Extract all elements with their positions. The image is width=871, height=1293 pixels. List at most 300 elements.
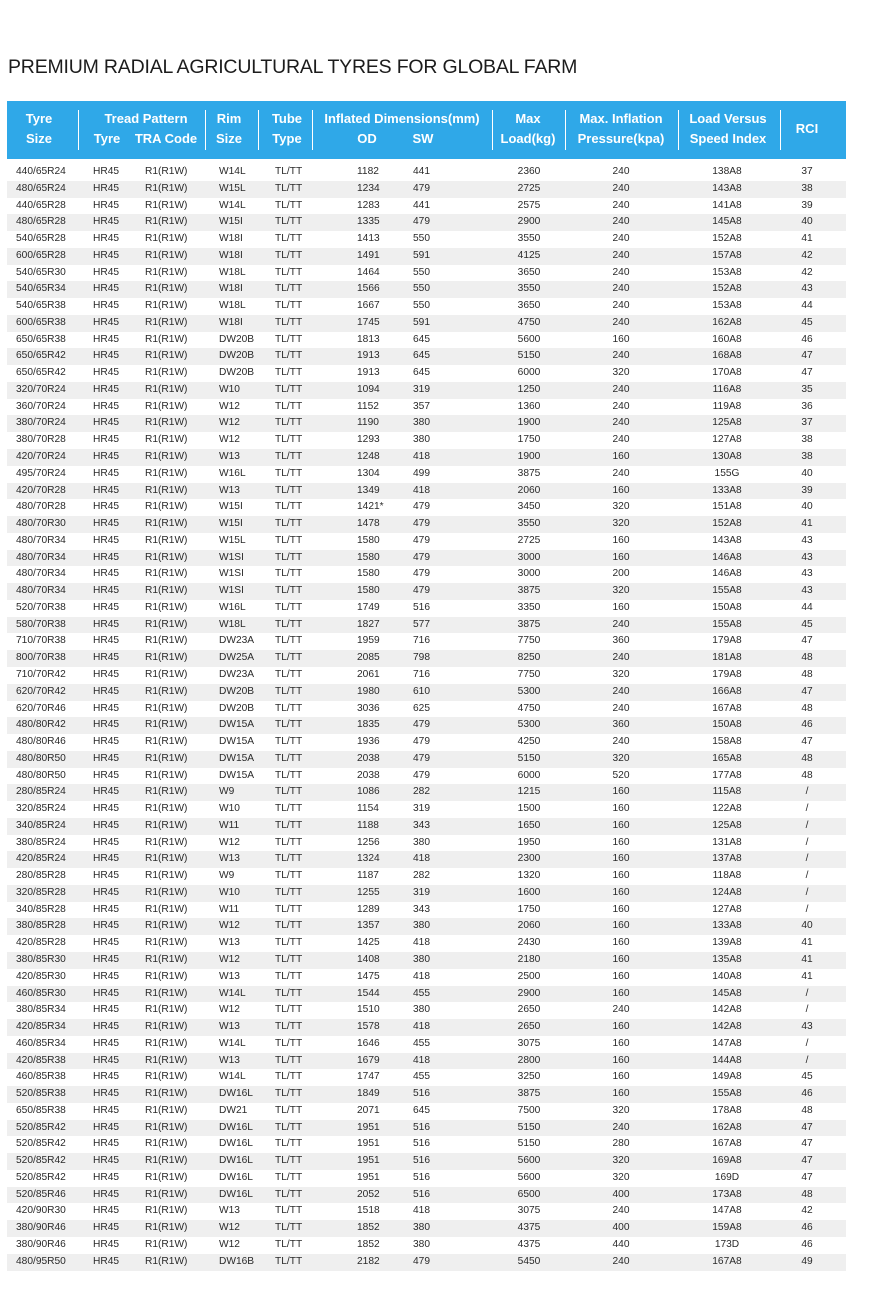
cell-tyre: HR45 xyxy=(93,1121,120,1133)
cell-rci: 41 xyxy=(801,937,813,949)
cell-tube: TL/TT xyxy=(275,534,303,546)
cell-tra: R1(R1W) xyxy=(145,1054,188,1066)
cell-tube: TL/TT xyxy=(275,383,303,395)
cell-rci: 43 xyxy=(801,551,813,563)
cell-tyre: HR45 xyxy=(93,434,120,446)
cell-tra: R1(R1W) xyxy=(145,350,188,362)
cell-pressure: 240 xyxy=(612,1121,630,1133)
cell-pressure: 320 xyxy=(612,1104,630,1116)
cell-sw: 380 xyxy=(413,434,430,446)
cell-od: 1580 xyxy=(357,568,380,580)
cell-rci: 47 xyxy=(801,350,813,362)
cell-size: 360/70R24 xyxy=(16,400,66,412)
cell-tyre: HR45 xyxy=(93,585,120,597)
cell-tube: TL/TT xyxy=(275,216,303,228)
cell-tra: R1(R1W) xyxy=(145,534,188,546)
cell-pressure: 240 xyxy=(612,316,630,328)
cell-tube: TL/TT xyxy=(275,1205,303,1217)
cell-tra: R1(R1W) xyxy=(145,434,188,446)
cell-od: 1293 xyxy=(357,434,380,446)
cell-sw: 319 xyxy=(413,803,430,815)
cell-size: 480/65R24 xyxy=(16,182,66,194)
table-row xyxy=(7,868,846,885)
cell-tube: TL/TT xyxy=(275,283,303,295)
cell-tyre: HR45 xyxy=(93,601,120,613)
cell-rim: W18L xyxy=(219,618,246,630)
cell-tube: TL/TT xyxy=(275,803,303,815)
cell-rim: W18I xyxy=(219,249,243,261)
cell-pressure: 160 xyxy=(612,534,630,546)
cell-index: 127A8 xyxy=(712,903,742,915)
cell-sw: 343 xyxy=(413,903,430,915)
cell-load: 3000 xyxy=(517,568,541,580)
cell-rim: W12 xyxy=(219,836,240,848)
cell-od: 1190 xyxy=(357,417,379,429)
cell-od: 1745 xyxy=(357,316,380,328)
cell-pressure: 280 xyxy=(612,1138,630,1150)
cell-tube: TL/TT xyxy=(275,1138,303,1150)
cell-tyre: HR45 xyxy=(93,953,120,965)
cell-pressure: 160 xyxy=(612,920,630,932)
cell-tyre: HR45 xyxy=(93,769,120,781)
cell-index: 146A8 xyxy=(712,568,742,580)
cell-rim: W13 xyxy=(219,1054,240,1066)
cell-pressure: 240 xyxy=(612,1255,630,1267)
cell-od: 2071 xyxy=(357,1104,380,1116)
cell-rci: 40 xyxy=(801,467,813,479)
cell-tra: R1(R1W) xyxy=(145,836,188,848)
cell-pressure: 320 xyxy=(612,752,630,764)
header-divider xyxy=(258,110,259,150)
cell-tyre: HR45 xyxy=(93,166,120,177)
cell-pressure: 160 xyxy=(612,1037,630,1049)
cell-tyre: HR45 xyxy=(93,1239,120,1250)
cell-pressure: 160 xyxy=(612,803,630,815)
cell-load: 8250 xyxy=(517,652,541,664)
cell-tyre: HR45 xyxy=(93,1004,120,1016)
cell-tra: R1(R1W) xyxy=(145,752,188,764)
cell-tyre: HR45 xyxy=(93,853,120,865)
cell-tyre: HR45 xyxy=(93,367,120,379)
cell-tyre: HR45 xyxy=(93,668,120,680)
cell-tyre: HR45 xyxy=(93,920,120,932)
cell-od: 1936 xyxy=(357,736,380,748)
cell-sw: 479 xyxy=(413,769,430,781)
table-row xyxy=(7,851,846,868)
cell-index: 151A8 xyxy=(712,501,742,513)
table-row xyxy=(7,969,846,986)
cell-tra: R1(R1W) xyxy=(145,400,188,412)
cell-load: 3075 xyxy=(517,1205,541,1217)
cell-index: 168A8 xyxy=(712,350,742,362)
cell-index: 179A8 xyxy=(712,668,742,680)
cell-sw: 625 xyxy=(413,702,430,714)
cell-pressure: 240 xyxy=(612,233,630,245)
table-row xyxy=(7,315,846,332)
cell-sw: 479 xyxy=(413,736,430,748)
cell-tra: R1(R1W) xyxy=(145,233,188,245)
cell-tyre: HR45 xyxy=(93,819,120,831)
cell-tube: TL/TT xyxy=(275,182,303,194)
cell-load: 2650 xyxy=(517,1021,541,1033)
cell-tyre: HR45 xyxy=(93,702,120,714)
cell-rci: 45 xyxy=(801,316,813,328)
cell-load: 2180 xyxy=(517,953,541,965)
cell-rci: 43 xyxy=(801,534,813,546)
cell-tyre: HR45 xyxy=(93,970,120,982)
cell-sw: 357 xyxy=(413,400,430,412)
cell-tyre: HR45 xyxy=(93,1255,120,1267)
cell-rci: 46 xyxy=(801,719,813,731)
cell-load: 2725 xyxy=(517,182,541,194)
cell-tube: TL/TT xyxy=(275,266,303,278)
cell-tube: TL/TT xyxy=(275,166,303,177)
cell-od: 1475 xyxy=(357,970,380,982)
cell-index: 143A8 xyxy=(712,534,742,546)
cell-sw: 343 xyxy=(413,819,430,831)
cell-rim: W16L xyxy=(219,601,246,613)
cell-rim: DW20B xyxy=(219,350,255,362)
cell-load: 1750 xyxy=(517,903,541,915)
cell-rim: W12 xyxy=(219,1239,240,1250)
cell-tyre: HR45 xyxy=(93,1037,120,1049)
cell-tyre: HR45 xyxy=(93,216,120,228)
cell-rci: 48 xyxy=(801,1188,813,1200)
cell-pressure: 160 xyxy=(612,1054,630,1066)
cell-index: 115A8 xyxy=(712,786,742,798)
cell-tyre: HR45 xyxy=(93,836,120,848)
cell-size: 380/70R28 xyxy=(16,434,66,446)
cell-load: 3075 xyxy=(517,1037,541,1049)
cell-load: 2575 xyxy=(517,199,541,211)
cell-rci: 48 xyxy=(801,668,813,680)
cell-tyre: HR45 xyxy=(93,484,120,496)
cell-load: 1900 xyxy=(517,451,541,463)
table-body xyxy=(7,164,846,1271)
table-row xyxy=(7,449,846,466)
cell-rci: 48 xyxy=(801,1104,813,1116)
table-row xyxy=(7,281,846,298)
table-row xyxy=(7,483,846,500)
cell-rim: W12 xyxy=(219,434,240,446)
cell-tra: R1(R1W) xyxy=(145,702,188,714)
cell-rci: / xyxy=(805,853,809,865)
cell-od: 1086 xyxy=(357,786,380,798)
cell-tube: TL/TT xyxy=(275,1054,303,1066)
cell-tyre: HR45 xyxy=(93,300,120,312)
table-row xyxy=(7,399,846,416)
cell-pressure: 160 xyxy=(612,786,630,798)
cell-tyre: HR45 xyxy=(93,400,120,412)
cell-size: 380/90R46 xyxy=(16,1239,66,1250)
cell-rim: DW21 xyxy=(219,1104,248,1116)
cell-rci: / xyxy=(805,886,809,898)
cell-od: 2038 xyxy=(357,769,380,781)
cell-pressure: 160 xyxy=(612,1088,630,1100)
cell-load: 1500 xyxy=(517,803,541,815)
table-row xyxy=(7,1120,846,1137)
cell-od: 1544 xyxy=(357,987,380,999)
cell-pressure: 320 xyxy=(612,1155,630,1167)
cell-pressure: 160 xyxy=(612,953,630,965)
cell-size: 520/85R42 xyxy=(16,1171,66,1183)
cell-tra: R1(R1W) xyxy=(145,1021,188,1033)
cell-tyre: HR45 xyxy=(93,383,120,395)
cell-pressure: 240 xyxy=(612,216,630,228)
cell-tube: TL/TT xyxy=(275,199,303,211)
cell-rci: 38 xyxy=(801,182,813,194)
cell-rim: DW16L xyxy=(219,1171,253,1183)
cell-index: 147A8 xyxy=(712,1037,742,1049)
cell-sw: 479 xyxy=(413,501,430,513)
table-row xyxy=(7,298,846,315)
cell-tra: R1(R1W) xyxy=(145,970,188,982)
cell-od: 1357 xyxy=(357,920,380,932)
table-row xyxy=(7,600,846,617)
cell-tra: R1(R1W) xyxy=(145,903,188,915)
cell-size: 580/70R38 xyxy=(16,618,66,630)
cell-pressure: 240 xyxy=(612,618,630,630)
cell-od: 1580 xyxy=(357,585,380,597)
header-rim-size: Rim Size xyxy=(215,111,242,146)
cell-tube: TL/TT xyxy=(275,736,303,748)
table-row xyxy=(7,986,846,1003)
cell-tra: R1(R1W) xyxy=(145,1239,188,1250)
cell-rim: W13 xyxy=(219,853,240,865)
cell-od: 1747 xyxy=(357,1071,380,1083)
cell-rim: W10 xyxy=(219,383,240,395)
cell-rci: 45 xyxy=(801,618,813,630)
cell-od: 2061 xyxy=(357,668,380,680)
table-row xyxy=(7,1170,846,1187)
cell-pressure: 360 xyxy=(612,635,630,647)
cell-sw: 282 xyxy=(413,870,430,882)
cell-tra: R1(R1W) xyxy=(145,467,188,479)
header-divider xyxy=(565,110,566,150)
cell-od: 1248 xyxy=(357,451,380,463)
cell-rim: W15I xyxy=(219,216,243,228)
cell-pressure: 320 xyxy=(612,1171,630,1183)
cell-rim: W12 xyxy=(219,1004,240,1016)
cell-tube: TL/TT xyxy=(275,417,303,429)
cell-tube: TL/TT xyxy=(275,836,303,848)
table-row xyxy=(7,935,846,952)
cell-sw: 418 xyxy=(413,1054,430,1066)
cell-index: 141A8 xyxy=(712,199,742,211)
cell-pressure: 320 xyxy=(612,585,630,597)
cell-rci: / xyxy=(805,786,809,798)
cell-load: 2060 xyxy=(517,484,541,496)
table-row xyxy=(7,1187,846,1204)
cell-pressure: 400 xyxy=(612,1188,630,1200)
cell-tra: R1(R1W) xyxy=(145,920,188,932)
cell-od: 2182 xyxy=(357,1255,380,1267)
table-row xyxy=(7,198,846,215)
cell-rci: 45 xyxy=(801,1071,813,1083)
cell-tra: R1(R1W) xyxy=(145,1222,188,1234)
cell-sw: 282 xyxy=(413,786,430,798)
table-row xyxy=(7,583,846,600)
cell-tube: TL/TT xyxy=(275,937,303,949)
cell-sw: 479 xyxy=(413,216,430,228)
cell-od: 1349 xyxy=(357,484,380,496)
cell-tyre: HR45 xyxy=(93,350,120,362)
cell-index: 152A8 xyxy=(712,518,742,530)
cell-rim: W16L xyxy=(219,467,246,479)
cell-load: 3550 xyxy=(517,233,541,245)
cell-sw: 516 xyxy=(413,1088,430,1100)
cell-index: 150A8 xyxy=(712,719,742,731)
cell-sw: 455 xyxy=(413,1071,430,1083)
cell-tube: TL/TT xyxy=(275,1104,303,1116)
cell-pressure: 520 xyxy=(612,769,630,781)
cell-load: 6000 xyxy=(517,367,541,379)
cell-load: 5600 xyxy=(517,1171,541,1183)
cell-tube: TL/TT xyxy=(275,300,303,312)
table-row xyxy=(7,734,846,751)
cell-size: 495/70R24 xyxy=(16,467,66,479)
header-divider xyxy=(205,110,206,150)
cell-tube: TL/TT xyxy=(275,870,303,882)
cell-sw: 380 xyxy=(413,1222,430,1234)
cell-size: 420/70R24 xyxy=(16,451,66,463)
cell-od: 1827 xyxy=(357,618,380,630)
cell-od: 1852 xyxy=(357,1222,380,1234)
cell-size: 520/85R42 xyxy=(16,1155,66,1167)
table-row xyxy=(7,231,846,248)
table-row xyxy=(7,784,846,801)
cell-load: 2430 xyxy=(517,937,541,949)
cell-sw: 418 xyxy=(413,937,430,949)
header-inflated-dimensions: Inflated Dimensions(mm) xyxy=(324,111,480,126)
cell-pressure: 440 xyxy=(612,1239,630,1250)
table-row xyxy=(7,1203,846,1220)
cell-pressure: 160 xyxy=(612,551,630,563)
cell-tra: R1(R1W) xyxy=(145,182,188,194)
cell-tyre: HR45 xyxy=(93,501,120,513)
cell-sw: 591 xyxy=(413,249,430,261)
table-row xyxy=(7,952,846,969)
cell-index: 155A8 xyxy=(712,585,742,597)
cell-rim: DW23A xyxy=(219,668,255,680)
header-sw: SW xyxy=(412,131,434,146)
cell-pressure: 160 xyxy=(612,484,630,496)
cell-rci: 47 xyxy=(801,635,813,647)
cell-index: 145A8 xyxy=(712,216,742,228)
cell-load: 4250 xyxy=(517,736,541,748)
cell-tyre: HR45 xyxy=(93,736,120,748)
table-row xyxy=(7,701,846,718)
cell-tube: TL/TT xyxy=(275,400,303,412)
cell-load: 2725 xyxy=(517,534,541,546)
cell-index: 133A8 xyxy=(712,920,742,932)
cell-load: 3250 xyxy=(517,1071,541,1083)
cell-tyre: HR45 xyxy=(93,467,120,479)
cell-tube: TL/TT xyxy=(275,501,303,513)
cell-tube: TL/TT xyxy=(275,702,303,714)
cell-size: 620/70R42 xyxy=(16,685,66,697)
cell-tube: TL/TT xyxy=(275,1088,303,1100)
cell-tube: TL/TT xyxy=(275,920,303,932)
cell-pressure: 320 xyxy=(612,668,630,680)
cell-pressure: 240 xyxy=(612,702,630,714)
cell-tube: TL/TT xyxy=(275,786,303,798)
cell-size: 440/65R24 xyxy=(16,166,66,177)
cell-size: 520/85R42 xyxy=(16,1138,66,1150)
cell-tyre: HR45 xyxy=(93,1222,120,1234)
cell-tyre: HR45 xyxy=(93,1071,120,1083)
cell-pressure: 320 xyxy=(612,518,630,530)
cell-rim: W11 xyxy=(219,819,240,831)
cell-size: 800/70R38 xyxy=(16,652,66,664)
cell-load: 3650 xyxy=(517,266,541,278)
cell-pressure: 160 xyxy=(612,1071,630,1083)
cell-tra: R1(R1W) xyxy=(145,551,188,563)
cell-rim: W13 xyxy=(219,484,240,496)
cell-size: 600/65R28 xyxy=(16,249,66,261)
cell-tra: R1(R1W) xyxy=(145,1255,188,1267)
cell-tra: R1(R1W) xyxy=(145,1155,188,1167)
cell-index: 152A8 xyxy=(712,233,742,245)
cell-size: 540/65R38 xyxy=(16,300,66,312)
cell-rci: 47 xyxy=(801,1155,813,1167)
table-row xyxy=(7,751,846,768)
table-row xyxy=(7,902,846,919)
cell-od: 2085 xyxy=(357,652,380,664)
cell-sw: 418 xyxy=(413,1021,430,1033)
header-tyre: Tyre xyxy=(93,131,121,146)
cell-size: 710/70R38 xyxy=(16,635,66,647)
cell-rim: W15I xyxy=(219,518,243,530)
cell-od: 1187 xyxy=(357,870,379,882)
cell-tube: TL/TT xyxy=(275,1171,303,1183)
cell-tra: R1(R1W) xyxy=(145,1071,188,1083)
cell-sw: 380 xyxy=(413,836,430,848)
table-row xyxy=(7,1036,846,1053)
cell-load: 3875 xyxy=(517,585,541,597)
cell-load: 3650 xyxy=(517,300,541,312)
cell-rim: DW16L xyxy=(219,1138,253,1150)
cell-rci: 44 xyxy=(801,300,813,312)
cell-index: 135A8 xyxy=(712,953,742,965)
cell-load: 5150 xyxy=(517,752,541,764)
cell-rci: 49 xyxy=(801,1255,813,1267)
cell-tube: TL/TT xyxy=(275,886,303,898)
cell-size: 540/65R34 xyxy=(16,283,66,295)
cell-rim: DW15A xyxy=(219,719,255,731)
cell-index: 158A8 xyxy=(712,736,742,748)
cell-index: 177A8 xyxy=(712,769,742,781)
cell-size: 480/70R28 xyxy=(16,501,66,513)
cell-tra: R1(R1W) xyxy=(145,618,188,630)
cell-rci: 48 xyxy=(801,702,813,714)
cell-tyre: HR45 xyxy=(93,1171,120,1183)
cell-load: 6500 xyxy=(517,1188,541,1200)
cell-tyre: HR45 xyxy=(93,1155,120,1167)
cell-size: 480/80R46 xyxy=(16,736,66,748)
cell-tube: TL/TT xyxy=(275,1071,303,1083)
cell-load: 1750 xyxy=(517,434,541,446)
cell-index: 170A8 xyxy=(712,367,742,379)
cell-tube: TL/TT xyxy=(275,1255,303,1267)
header-load-speed: Load Versus Speed Index xyxy=(689,111,767,146)
cell-rci: 47 xyxy=(801,1171,813,1183)
cell-od: 1849 xyxy=(357,1088,380,1100)
cell-tyre: HR45 xyxy=(93,1088,120,1100)
cell-size: 380/90R46 xyxy=(16,1222,66,1234)
cell-pressure: 240 xyxy=(612,166,630,177)
cell-rim: W14L xyxy=(219,199,246,211)
